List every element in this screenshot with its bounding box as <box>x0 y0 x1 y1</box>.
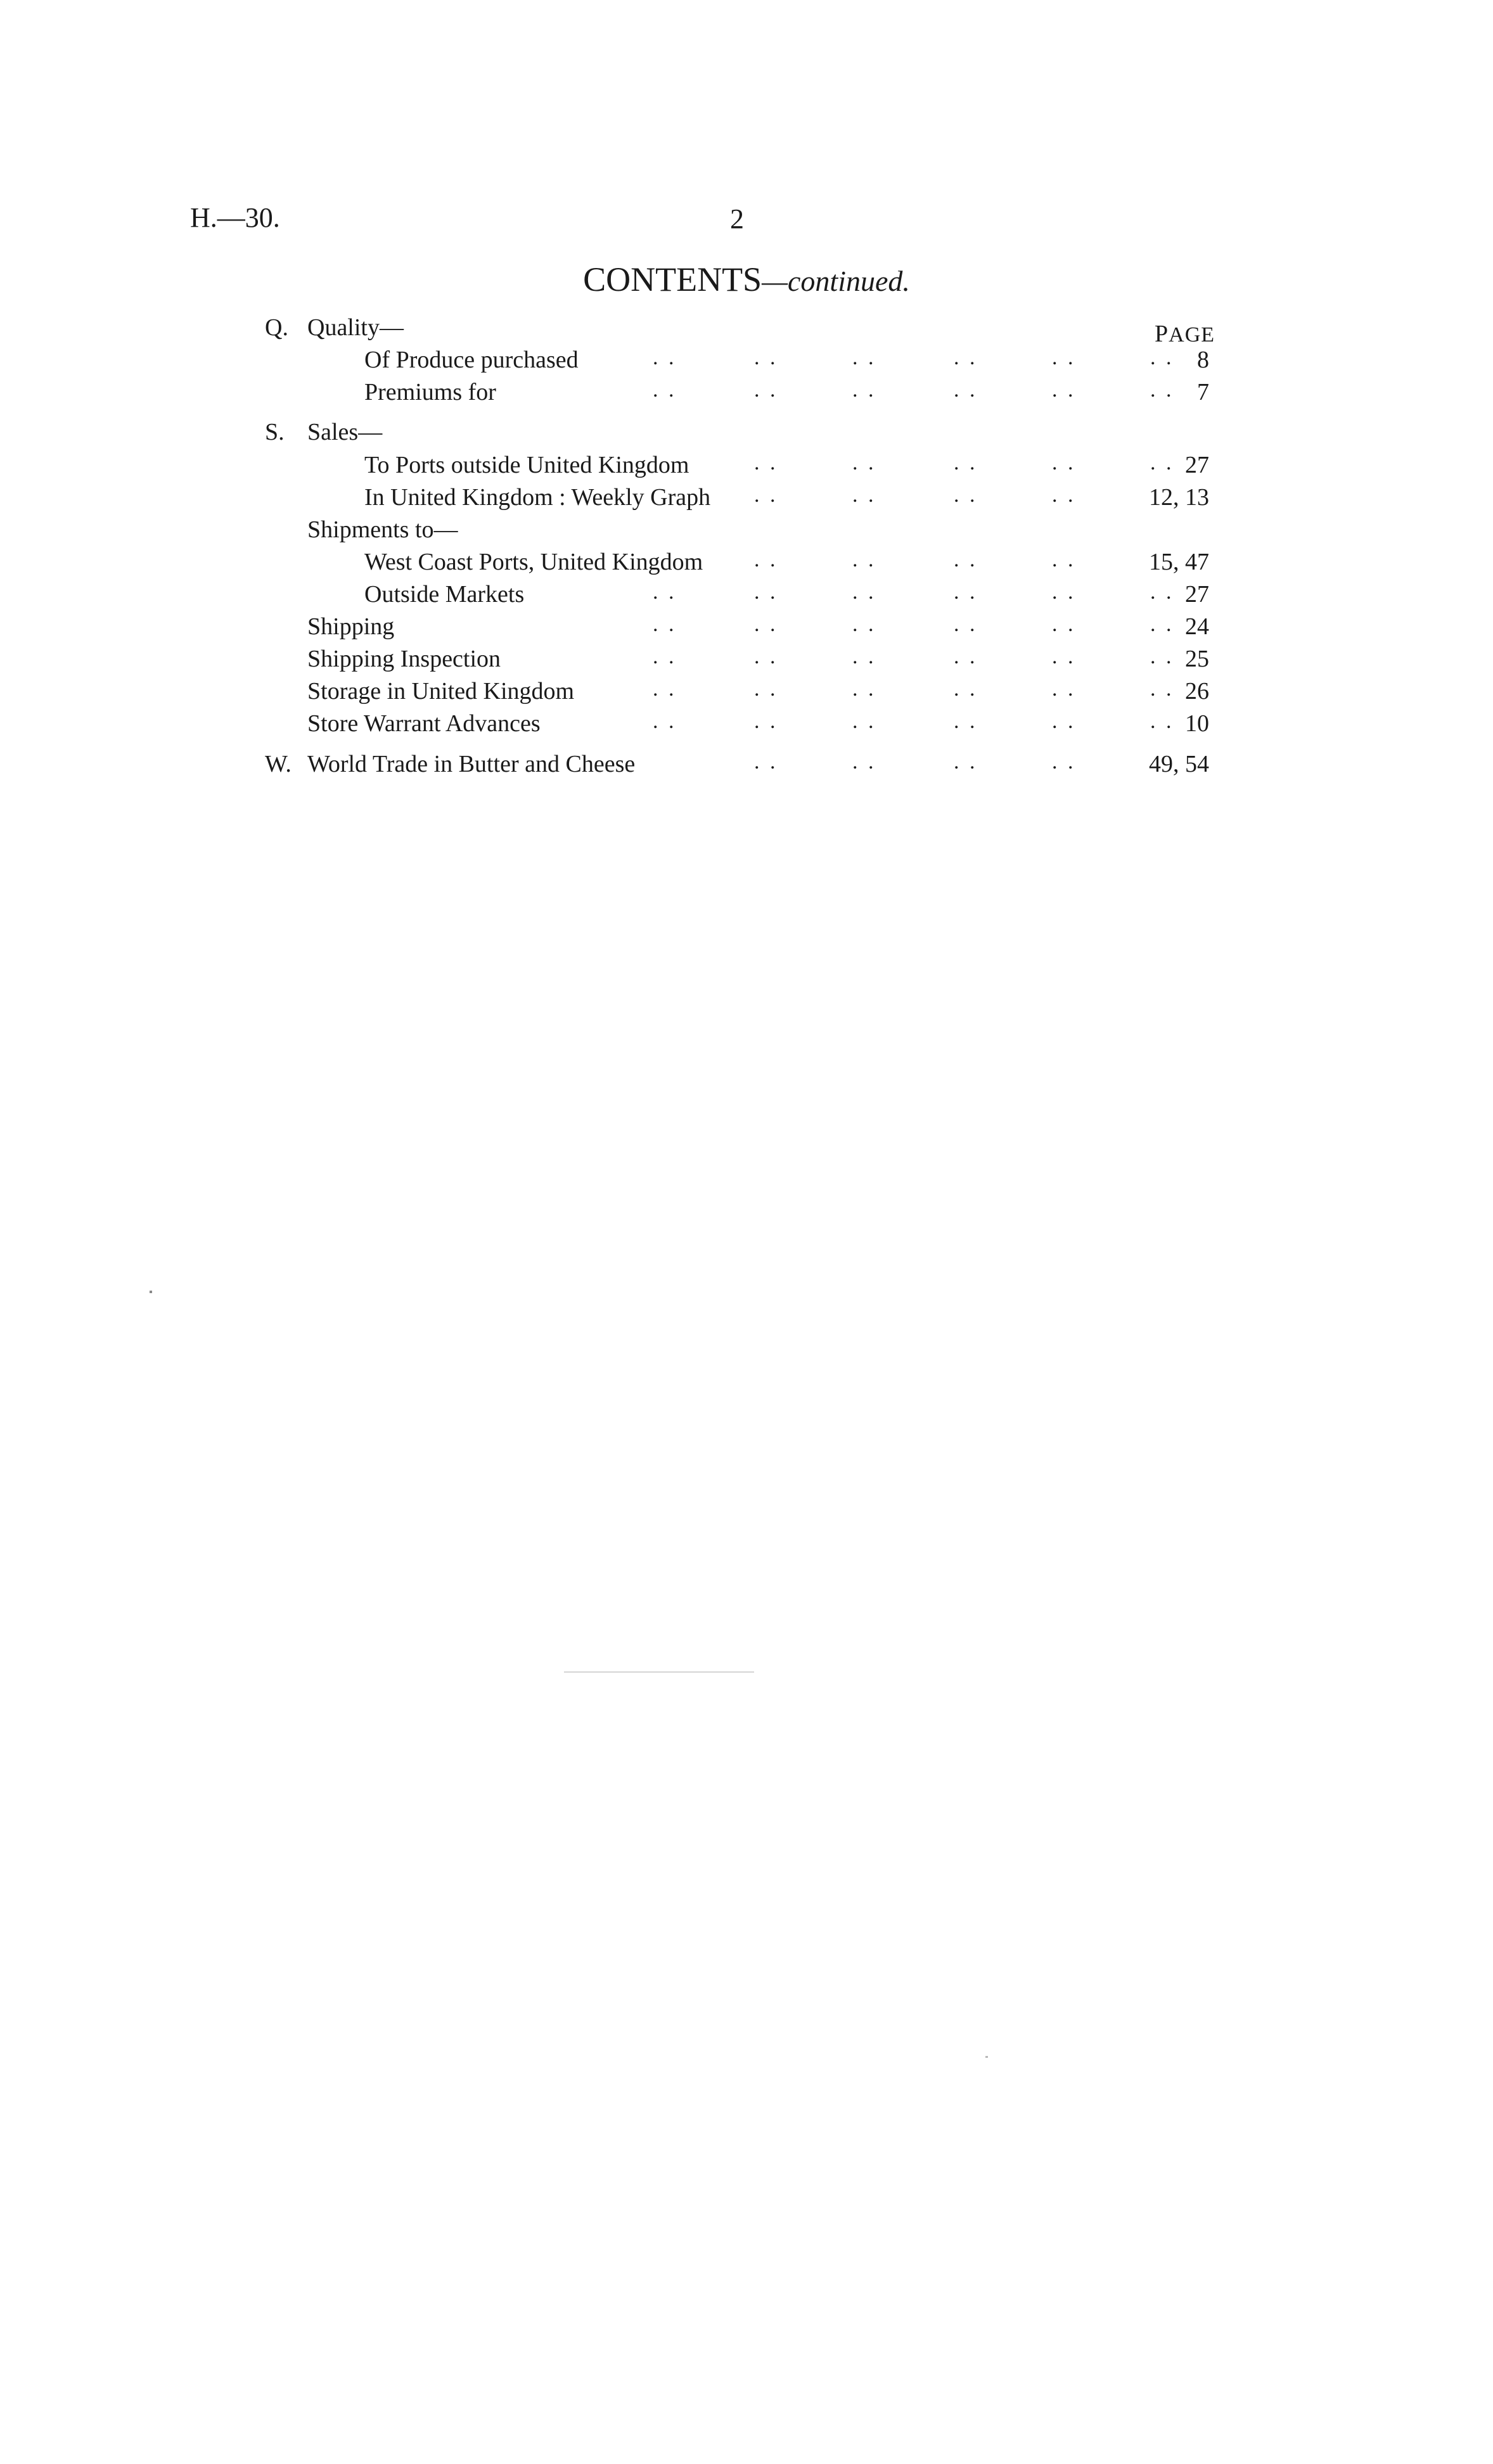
entry-page-number: 27 <box>1185 581 1209 608</box>
entry-page-number: 12, 13 <box>1149 484 1209 511</box>
dot-leader: . . <box>1150 710 1174 733</box>
entry-text: Quality— <box>307 314 404 341</box>
dot-leader: . . <box>1052 613 1076 636</box>
dot-leader: . . <box>1150 613 1174 636</box>
dot-leader: . . <box>653 710 677 733</box>
dot-leader: . . <box>1150 451 1174 475</box>
dot-leader: . . <box>1052 483 1076 507</box>
contents-entry <box>0 645 1493 677</box>
contents-entry <box>0 451 1493 483</box>
dot-leader: . . <box>653 346 677 369</box>
dot-leader: . . <box>954 378 978 402</box>
entry-page-number: 26 <box>1185 678 1209 705</box>
dot-leader: . . <box>1052 346 1076 369</box>
section-letter: S. <box>265 419 285 445</box>
dot-leader: . . <box>852 580 876 604</box>
dot-leader: . . <box>954 710 978 733</box>
dot-leader: . . <box>1150 645 1174 668</box>
page-heading-rest: AGE <box>1169 323 1215 347</box>
section-letter: Q. <box>265 314 288 341</box>
dot-leader: . . <box>954 451 978 475</box>
entry-page-number: 24 <box>1185 613 1209 640</box>
dot-leader: . . <box>754 483 778 507</box>
dot-leader: . . <box>754 451 778 475</box>
dot-leader: . . <box>852 750 876 774</box>
dot-leader: . . <box>1052 548 1076 571</box>
dot-leader: . . <box>653 378 677 402</box>
dot-leader: . . <box>754 750 778 774</box>
entry-text: Shipping Inspection <box>307 646 501 672</box>
entry-page-number: 27 <box>1185 452 1209 478</box>
contents-entry <box>0 314 1493 345</box>
entry-text: Sales— <box>307 419 383 445</box>
dot-leader: . . <box>852 346 876 369</box>
dot-leader: . . <box>954 645 978 668</box>
entry-text: Of Produce purchased <box>364 347 579 373</box>
dot-leader: . . <box>1052 710 1076 733</box>
dot-leader: . . <box>1052 645 1076 668</box>
entry-text: World Trade in Butter and Cheese <box>307 751 636 777</box>
dot-leader: . . <box>852 710 876 733</box>
dot-leader: . . <box>1150 346 1174 369</box>
entry-page-number: 49, 54 <box>1149 751 1209 777</box>
dot-leader: . . <box>1052 378 1076 402</box>
dot-leader: . . <box>852 378 876 402</box>
entry-text: In United Kingdom : Weekly Graph <box>364 484 711 511</box>
contents-title <box>0 260 1493 299</box>
title-continued: —continued. <box>762 265 910 297</box>
dot-leader: . . <box>1052 677 1076 701</box>
dot-leader: . . <box>754 346 778 369</box>
entry-text: Shipping <box>307 613 395 640</box>
dot-leader: . . <box>1150 677 1174 701</box>
contents-entry <box>0 710 1493 741</box>
contents-entry <box>0 346 1493 378</box>
dot-leader: . . <box>954 613 978 636</box>
dot-leader: . . <box>653 677 677 701</box>
dot-leader: . . <box>954 548 978 571</box>
contents-entry <box>0 483 1493 515</box>
page-number: 2 <box>730 203 744 234</box>
dot-leader: . . <box>754 677 778 701</box>
entry-text: West Coast Ports, United Kingdom <box>364 549 703 575</box>
dot-leader: . . <box>1052 451 1076 475</box>
entry-page-number: 25 <box>1185 646 1209 672</box>
entry-text: Storage in United Kingdom <box>307 678 575 705</box>
dot-leader: . . <box>653 580 677 604</box>
scan-speck <box>150 1291 152 1293</box>
dot-leader: . . <box>1150 580 1174 604</box>
entry-text: Shipments to— <box>307 516 458 543</box>
dot-leader: . . <box>754 710 778 733</box>
contents-entry <box>0 580 1493 612</box>
dot-leader: . . <box>653 645 677 668</box>
contents-entry <box>0 677 1493 709</box>
contents-entry <box>0 516 1493 547</box>
title-main: CONTENTS <box>583 260 762 298</box>
contents-entry <box>0 418 1493 450</box>
entry-text: Outside Markets <box>364 581 525 608</box>
entry-text: Premiums for <box>364 379 496 405</box>
dot-leader: . . <box>852 613 876 636</box>
page-heading-initial: P <box>1155 321 1169 347</box>
entry-page-number: 10 <box>1185 710 1209 737</box>
dot-leader: . . <box>1052 750 1076 774</box>
dot-leader: . . <box>954 677 978 701</box>
dot-leader: . . <box>754 613 778 636</box>
dot-leader: . . <box>1150 378 1174 402</box>
dot-leader: . . <box>852 548 876 571</box>
dot-leader: . . <box>852 451 876 475</box>
dot-leader: . . <box>954 483 978 507</box>
dot-leader: . . <box>754 645 778 668</box>
scan-dash-line <box>564 1671 754 1673</box>
dot-leader: . . <box>852 645 876 668</box>
dot-leader: . . <box>1052 580 1076 604</box>
page-id: H.—30. <box>190 202 280 233</box>
entry-page-number: 7 <box>1197 379 1209 405</box>
contents-entry <box>0 613 1493 644</box>
dot-leader: . . <box>754 580 778 604</box>
dot-leader: . . <box>754 378 778 402</box>
entry-page-number: 8 <box>1197 347 1209 373</box>
dot-leader: . . <box>954 750 978 774</box>
contents-entry <box>0 378 1493 410</box>
dot-leader: . . <box>754 548 778 571</box>
dot-leader: . . <box>653 613 677 636</box>
dot-leader: . . <box>852 677 876 701</box>
dot-leader: . . <box>852 483 876 507</box>
entry-text: Store Warrant Advances <box>307 710 541 737</box>
entry-page-number: 15, 47 <box>1149 549 1209 575</box>
contents-entry <box>0 548 1493 580</box>
section-letter: W. <box>265 751 292 777</box>
entry-text: To Ports outside United Kingdom <box>364 452 689 478</box>
dot-leader: . . <box>954 346 978 369</box>
contents-entry <box>0 750 1493 782</box>
dot-leader: . . <box>954 580 978 604</box>
scan-speck <box>985 2056 988 2058</box>
